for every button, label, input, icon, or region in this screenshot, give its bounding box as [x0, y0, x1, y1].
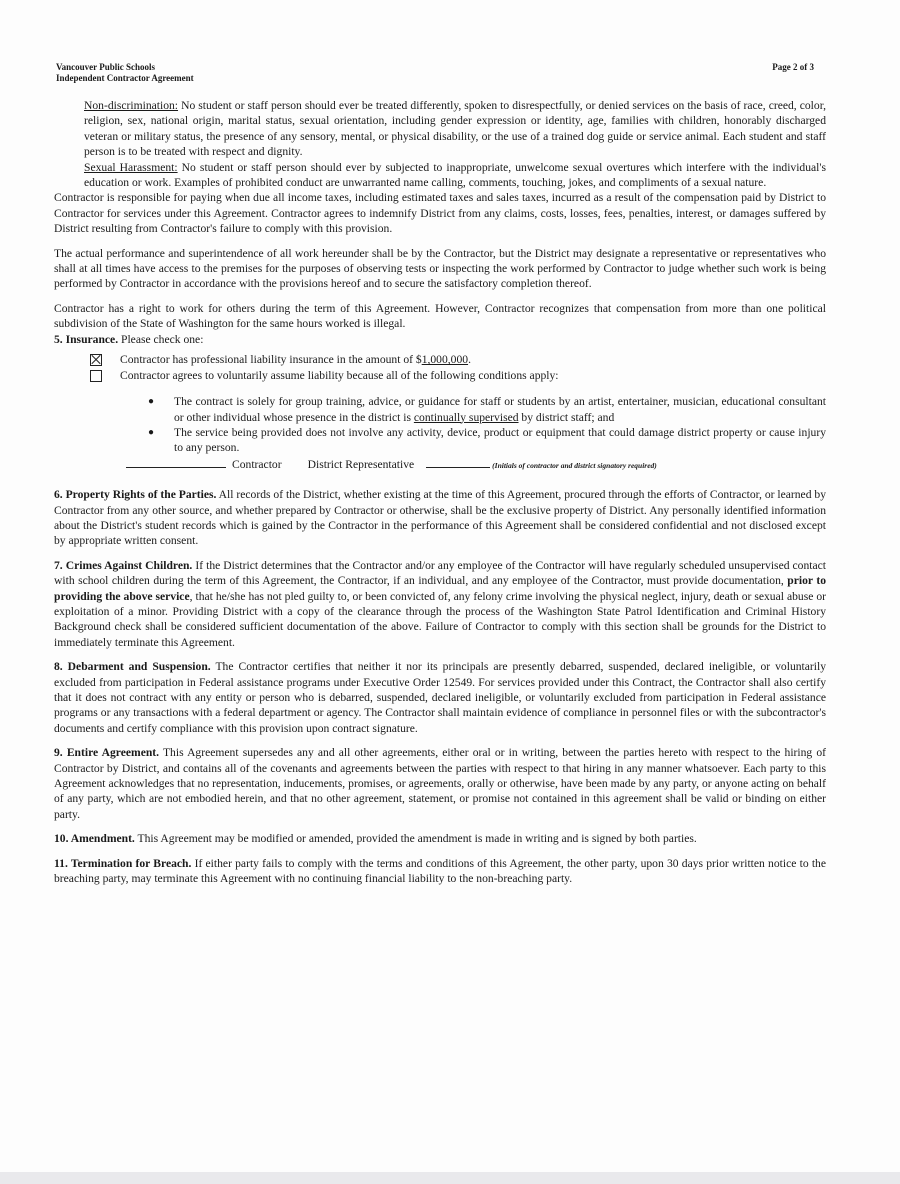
performance-paragraph: The actual performance and superintendence of all work hereunder shall be by the Contractor, but the District may designate a representative or representatives who shall at all times have access to the premises for the purposes of observing tests or inspecting the work performed by Contractor to judge whether such work is being performed by Contractor in accordance with the provisions hereof and to secure the satisfactory completion thereof.	[54, 246, 826, 291]
section-heading: 6. Property Rights of the Parties.	[54, 488, 217, 502]
section-text: , that he/she has not pled guilty to, or been convicted of, any felony crime involving the physical neglect, injury, death or sexual abuse or exploitation of a minor. Providing District with a copy of the clearance through the process of the Washington State Patrol Identification and Criminal History Background check shall be considered sufficient documentation of the above. Failure of Contractor to comply with this section shall be grounds for the District to immediately terminate this Agreement.	[54, 589, 826, 649]
contractor-label: Contractor	[232, 457, 282, 471]
section-6	[54, 487, 826, 549]
insurance-instruction: Please check one:	[118, 332, 204, 346]
bullet-icon: ●	[148, 426, 155, 438]
initials-line	[126, 456, 826, 473]
bullet-icon: ●	[148, 396, 155, 408]
section-bold-text: prior to providing the above service	[54, 574, 826, 603]
initials-note: (Initials of contractor and district signatory required)	[492, 460, 657, 470]
section-heading: 11. Termination for Breach.	[54, 856, 192, 870]
section-heading: 10. Amendment.	[54, 832, 135, 846]
section-text: This Agreement supersedes any and all other agreements, either oral or in writing, between the parties hereto with respect to the hiring of Contractor by District, and contains all of the covenants and agreements between the parties with respect to that hiring in any manner whatsoever. Each party to this Agreement acknowledges that no representation, inducements, promises, or agreements, orally or otherwise, have been made by any party, or anyone acting on behalf of any party, which are not embodied herein, and that no other agreement, statement, or promise not contained in this agreement shall be valid or binding on either party.	[54, 746, 826, 821]
insurance-heading-line	[54, 332, 826, 347]
list-item	[148, 425, 826, 456]
harassment-heading: Sexual Harassment:	[84, 160, 178, 174]
nondiscrimination-text: No student or staff person should ever be treated differently, spoken to disrespectfully, or denied services on the basis of race, creed, color, religion, sex, national origin, marital status, sexual orientation, including gender expression or identity, age, families with children, honorably discharged veteran or military status, the presence of any sensory, mental, or physical disability, or the use of a trained dog guide or service animal. Each student and staff person is to be treated with respect and dignity.	[84, 99, 826, 159]
section-text: The Contractor certifies that neither it nor its principals are presently debarred, suspended, declared ineligible, or voluntarily excluded from participation in Federal assistance programs under Executive Order 12549. For services provided under this Contract, the Contractor shall also certify that it does not contract with any entity or person who is debarred, suspended, declared ineligible, or voluntarily excluded from participation in Federal assistance programs or any transactions with a federal department or agency. The Contractor shall maintain evidence of compliance in personnel files or with the subcontractor's documents and certify compliance with this provision upon contract signature.	[54, 660, 827, 735]
district-rep-label: District Representative	[307, 457, 415, 471]
page-number: Page 2 of 3	[772, 62, 814, 72]
insurance-option-1	[90, 352, 826, 368]
bullet1-post: by district staff; and	[518, 410, 615, 424]
header-doc-title: Independent Contractor Agreement	[56, 73, 194, 83]
section-heading: 7. Crimes Against Children.	[54, 558, 193, 572]
others-paragraph: Contractor has a right to work for others during the term of this Agreement. However, Contractor recognizes that compensation from more than one political subdivision of the State of Washington for the same hours worked is illegal.	[54, 301, 826, 331]
section-11	[54, 856, 826, 887]
bullet1-underlined: continually supervised	[413, 410, 519, 424]
nondiscrimination-heading: Non-discrimination:	[84, 99, 179, 112]
nondiscrimination-paragraph	[84, 98, 826, 160]
bullet2-text: The service being provided does not involve any activity, device, product or equipment that could damage district property or cause injury to any person.	[174, 425, 826, 455]
page-header	[56, 62, 194, 84]
district-initials-blank[interactable]	[426, 456, 490, 468]
section-text: All records of the District, whether existing at the time of this Agreement, procured through the efforts of Contractor, or learned by Contractor from any other source, and whether prepared by Contractor or otherwise, shall be the exclusive property of District. Any personally identified information about the District's student records which is gained by the Contractor in the performance of this Agreement shall be considered confidential and not disclosed except by appropriate written consent.	[54, 488, 826, 548]
insurance-heading: 5. Insurance.	[54, 332, 119, 346]
contractor-initials-blank[interactable]	[126, 456, 226, 468]
list-item	[148, 394, 826, 425]
option1-amount: 1,000,000	[421, 353, 469, 367]
section-9	[54, 745, 826, 822]
option2-text: Contractor agrees to voluntarily assume liability because all of the following conditions apply:	[120, 369, 559, 383]
section-heading: 8. Debarment and Suspension.	[54, 660, 211, 674]
harassment-paragraph	[84, 160, 826, 191]
section-text: This Agreement may be modified or amended, provided the amendment is made in writing and is signed by both parties.	[134, 832, 697, 846]
checkbox-unchecked-icon[interactable]	[90, 370, 102, 382]
section-7	[54, 558, 826, 650]
document-body	[54, 98, 826, 886]
option1-text: Contractor has professional liability insurance in the amount of $	[120, 353, 422, 367]
harassment-text: No student or staff person should ever by subjected to inappropriate, unwelcome sexual overtures which interfere with the individual's education or work. Examples of prohibited conduct are unwarranted name calling, comments, touching, jokes, and compliments of a sexual nature.	[84, 160, 826, 190]
viewer-background	[0, 1172, 900, 1184]
checkbox-checked-icon[interactable]	[90, 354, 102, 366]
bullet1-text: The contract is solely for group training, advice, or guidance for staff or students by an artist, entertainer, musician, educational consultant or other individual whose presence in the district is	[174, 395, 826, 424]
section-text: If either party fails to comply with the terms and conditions of this Agreement, the other party, upon 30 days prior written notice to the breaching party, may terminate this Agreement with no continuing financial liability to the non-breaching party.	[54, 856, 826, 886]
section-heading: 9. Entire Agreement.	[54, 746, 160, 760]
conditions-list	[148, 394, 826, 456]
section-8	[54, 659, 826, 736]
taxes-paragraph: Contractor is responsible for paying when due all income taxes, including estimated taxes and sales taxes, incurred as a result of the compensation paid by District to Contractor for services under this Agreement. Contractor agrees to indemnify District from any claims, costs, losses, fees, penalties, interest, or damages suffered by District resulting from Contractor's failure to comply with this provision.	[54, 191, 826, 236]
header-org: Vancouver Public Schools	[56, 62, 156, 72]
option1-post: .	[468, 353, 471, 367]
insurance-option-2	[90, 368, 826, 384]
section-10	[54, 831, 826, 846]
section-text: If the District determines that the Contractor and/or any employee of the Contractor will have regularly scheduled unsupervised contact with school children during the term of this Agreement, the Contractor, if an individual, and any employee of the Contractor, must provide documentation,	[54, 558, 827, 588]
